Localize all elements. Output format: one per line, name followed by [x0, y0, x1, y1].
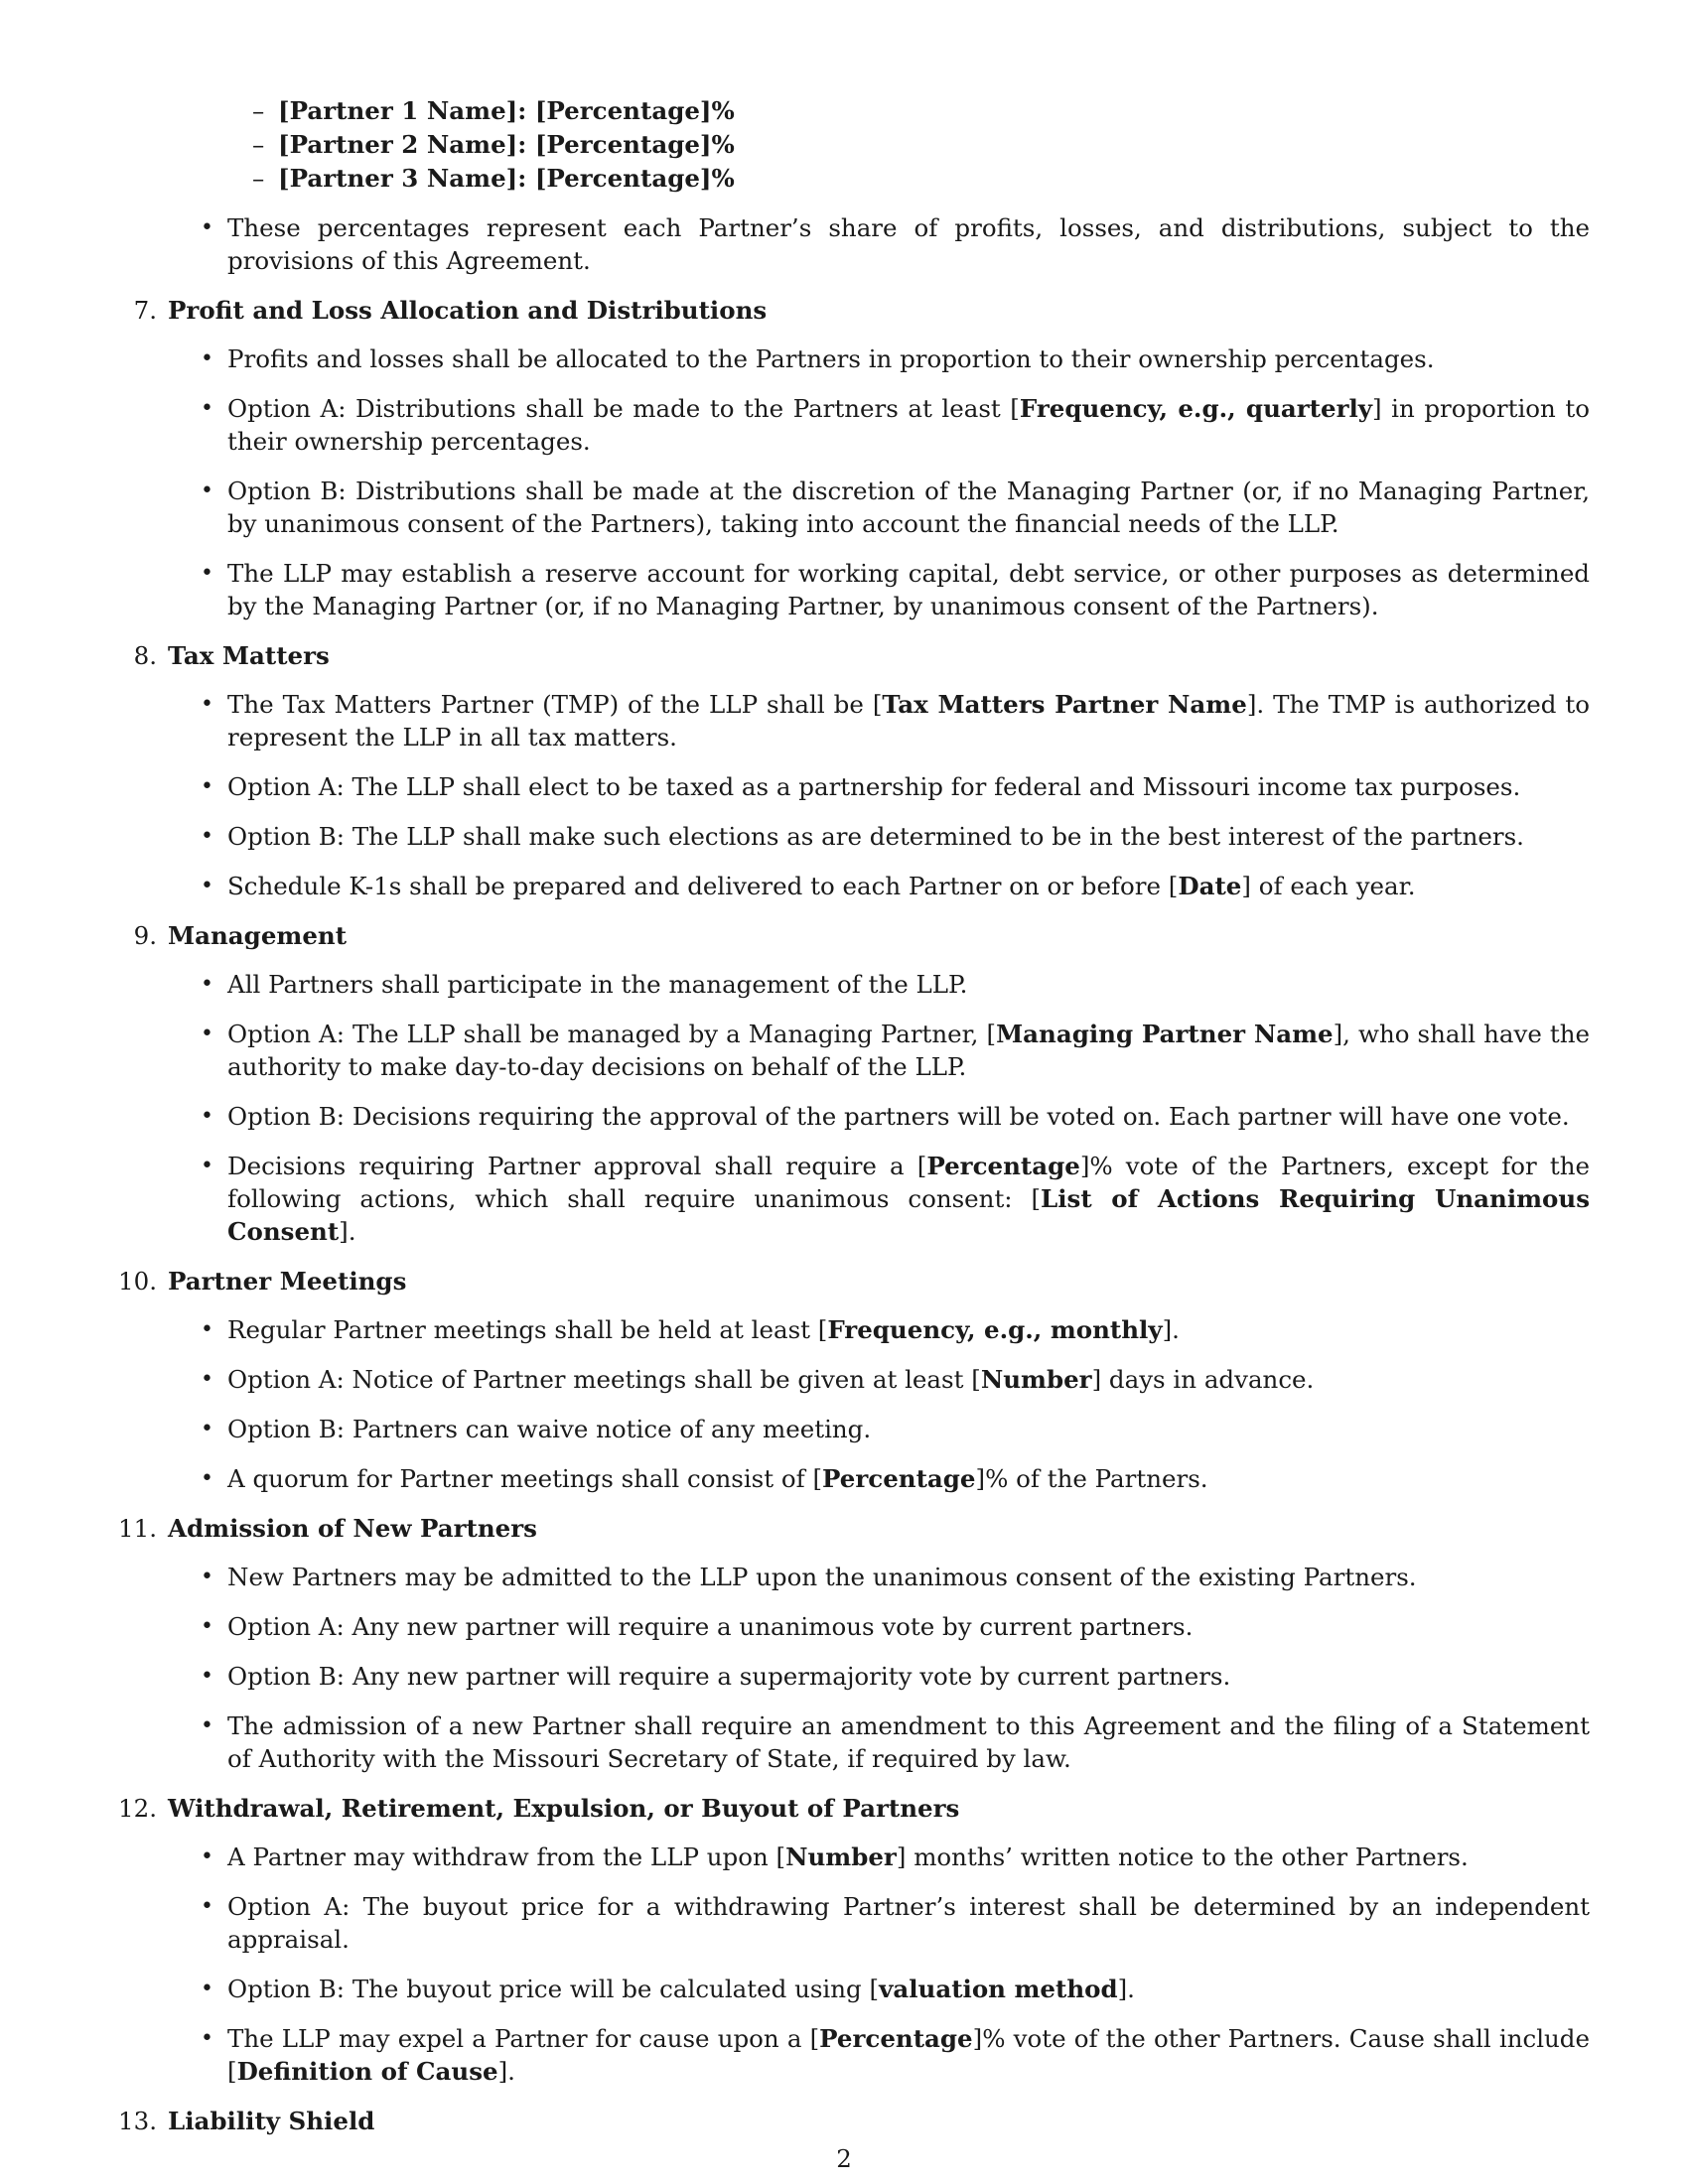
list-item [201, 1709, 1590, 1775]
section-heading [133, 639, 1688, 672]
intro-bullets [0, 211, 1688, 277]
list-item [201, 475, 1590, 540]
bullet-text: ], who shall have the authority to make day-to-day decisions on behalf of the LLP. [227, 1020, 1591, 1081]
section-heading [118, 1265, 1688, 1297]
list-item [201, 392, 1590, 458]
bullet-icon: • [201, 774, 213, 799]
bullet-text: New Partners may be admitted to the LLP upon the unanimous consent of the existing Partners. [227, 1563, 1417, 1591]
list-item [201, 1561, 1590, 1593]
bullet-text: ]. The TMP is authorized to represent the LLP in all tax matters. [227, 690, 1591, 751]
list-item [201, 1890, 1590, 1956]
placeholder-field: Number [980, 1365, 1092, 1394]
bullet-text: ]. [497, 2057, 515, 2086]
partner-percentage: [Percentage]% [534, 164, 735, 193]
list-item [201, 1973, 1590, 2005]
bullet-text: ]. [339, 1217, 356, 1246]
bullet-text: Option B: Decisions requiring the approval of the partners will be voted on. Each partner will have one vote. [227, 1102, 1570, 1131]
partner-name: [Partner 3 Name] [278, 164, 518, 193]
placeholder-field: Frequency, e.g., quarterly [1019, 394, 1373, 423]
bullet-icon: • [201, 1565, 213, 1589]
partner-name: [Partner 1 Name] [278, 96, 518, 125]
section-title: Liability Shield [168, 2107, 375, 2135]
list-item [201, 968, 1590, 1001]
bullet-icon: • [201, 972, 213, 997]
bullet-icon: • [201, 692, 213, 717]
partner-percentage: [Percentage]% [534, 96, 735, 125]
bullet-icon: • [201, 1022, 213, 1046]
placeholder-field: Managing Partner Name [996, 1020, 1334, 1048]
list-item [201, 1363, 1590, 1396]
bullet-text: A quorum for Partner meetings shall consist of [ [227, 1464, 823, 1493]
bullet-text: Option B: Distributions shall be made at the discretion of the Managing Partner (or, if no Managing Partner, by unanimous consent of the Partners), taking into account the financial needs of the LLP. [227, 477, 1590, 538]
bullet-icon: • [201, 1844, 213, 1869]
placeholder-field: Definition of Cause [236, 2057, 498, 2086]
placeholder-field: Tax Matters Partner Name [882, 690, 1247, 719]
section-bullets [0, 968, 1688, 1248]
placeholder-field: valuation method [879, 1975, 1118, 2003]
bullet-text: ]% of the Partners. [975, 1464, 1208, 1493]
bullet-icon: • [201, 1104, 213, 1129]
sections [0, 294, 1688, 2137]
bullet-text: ]. [1117, 1975, 1135, 2003]
document-body [0, 97, 1688, 2153]
section-title: Tax Matters [168, 641, 330, 670]
bullet-text: All Partners shall participate in the management of the LLP. [227, 970, 968, 999]
list-item [201, 1313, 1590, 1346]
list-item [201, 770, 1590, 803]
partner-percentage: [Percentage]% [534, 130, 735, 159]
list-item [201, 1150, 1591, 1248]
bullet-text: Option B: Any new partner will require a supermajority vote by current partners. [227, 1662, 1231, 1691]
list-item [201, 342, 1590, 375]
list-item [201, 688, 1591, 753]
section-number: 12. [118, 1794, 157, 1823]
bullet-text: Option A: The buyout price for a withdrawing Partner’s interest shall be determined by an independent appraisal. [227, 1892, 1590, 1954]
section-bullets [0, 1561, 1688, 1775]
bullet-text: Decisions requiring Partner approval shall require a [ [227, 1152, 927, 1180]
bullet-icon: • [201, 346, 213, 371]
list-item [201, 1018, 1591, 1083]
bullet-icon: • [201, 1466, 213, 1491]
bullet-text: Option A: The LLP shall elect to be taxed as a partnership for federal and Missouri income tax purposes. [227, 772, 1521, 801]
section-title: Admission of New Partners [168, 1514, 537, 1543]
bullet-icon: • [201, 874, 213, 898]
bullet-text: ] of each year. [1241, 872, 1416, 900]
list-item: – [Partner 2 Name]: [Percentage]% [252, 130, 735, 159]
section-number: 10. [118, 1267, 157, 1296]
section-title: Partner Meetings [168, 1267, 407, 1296]
bullet-icon: • [201, 2026, 213, 2051]
section-number: 7. [133, 296, 157, 325]
list-item [201, 1462, 1590, 1495]
page-number: 2 [836, 2144, 852, 2173]
section-heading [133, 294, 1688, 327]
bullet-icon: • [201, 215, 213, 240]
placeholder-field: Percentage [819, 2024, 973, 2053]
section-number: 13. [118, 2107, 157, 2135]
bullet-icon: • [201, 1894, 213, 1919]
bullet-icon: • [201, 561, 213, 586]
bullet-icon: • [201, 478, 213, 503]
bullet-text: Profits and losses shall be allocated to the Partners in proportion to their ownership percentages. [227, 344, 1435, 373]
bullet-text: ]. [1162, 1315, 1180, 1344]
partner-name: [Partner 2 Name] [278, 130, 518, 159]
bullet-icon: • [201, 1664, 213, 1689]
list-item [201, 211, 1590, 277]
section-number: 8. [133, 641, 157, 670]
section-heading [133, 919, 1688, 952]
partner-ownership-list [0, 97, 1688, 199]
bullet-icon: • [201, 1977, 213, 2001]
placeholder-field: Frequency, e.g., monthly [827, 1315, 1163, 1344]
bullet-icon: • [201, 1317, 213, 1342]
bullet-icon: • [201, 396, 213, 421]
bullet-text: These percentages represent each Partner’s share of profits, losses, and distributions, subject to the provisions of this Agreement. [227, 213, 1590, 275]
bullet-text: ]% vote of the other Partners. Cause shall include [ [227, 2024, 1590, 2086]
list-item [201, 870, 1590, 902]
section-bullets [0, 342, 1688, 622]
bullet-text: Option B: The buyout price will be calculated using [ [227, 1975, 880, 2003]
bullet-text: Option A: The LLP shall be managed by a Managing Partner, [ [227, 1020, 997, 1048]
bullet-text: Option B: The LLP shall make such elections as are determined to be in the best interest of the partners. [227, 822, 1524, 851]
placeholder-field: List of Actions Requiring Unanimous Consent [227, 1184, 1591, 1246]
bullet-text: A Partner may withdraw from the LLP upon [ [227, 1843, 786, 1871]
bullet-text: Option A: Notice of Partner meetings shall be given at least [ [227, 1365, 981, 1394]
list-item [201, 1100, 1590, 1133]
bullet-icon: • [201, 1367, 213, 1392]
bullet-icon: • [201, 1713, 213, 1738]
bullet-text: Option B: Partners can waive notice of any meeting. [227, 1415, 872, 1443]
list-item [201, 1413, 1590, 1445]
bullet-icon: • [201, 824, 213, 849]
section-title: Profit and Loss Allocation and Distributions [168, 296, 768, 325]
section-number: 9. [133, 921, 157, 950]
bullet-icon: • [201, 1417, 213, 1441]
placeholder-field: Percentage [822, 1464, 976, 1493]
list-item [201, 1660, 1590, 1693]
bullet-text: ] in proportion to their ownership percentages. [227, 394, 1590, 456]
bullet-text: ] days in advance. [1091, 1365, 1315, 1394]
list-item [201, 2022, 1590, 2088]
section-title: Management [168, 921, 348, 950]
section-number: 11. [118, 1514, 157, 1543]
list-item: – [Partner 3 Name]: [Percentage]% [252, 164, 735, 193]
bullet-text: Option A: Any new partner will require a unanimous vote by current partners. [227, 1612, 1194, 1641]
section-title: Withdrawal, Retirement, Expulsion, or Buyout of Partners [168, 1794, 960, 1823]
bullet-text: Schedule K-1s shall be prepared and delivered to each Partner on or before [ [227, 872, 1179, 900]
placeholder-field: Date [1178, 872, 1242, 900]
section-heading [118, 1512, 1688, 1545]
placeholder-field: Number [785, 1843, 897, 1871]
bullet-text: ]% vote of the Partners, except for the following actions, which shall require unanimous consent: [ [227, 1152, 1590, 1213]
list-item [201, 557, 1590, 622]
section-heading [118, 2105, 1688, 2137]
bullet-text: The Tax Matters Partner (TMP) of the LLP shall be [ [227, 690, 883, 719]
bullet-icon: • [201, 1154, 213, 1178]
list-item [201, 820, 1590, 853]
section-heading [118, 1792, 1688, 1825]
list-item: – [Partner 1 Name]: [Percentage]% [252, 96, 735, 125]
bullet-text: ] months’ written notice to the other Partners. [896, 1843, 1469, 1871]
section-bullets [0, 688, 1688, 902]
list-item [201, 1841, 1590, 1873]
bullet-text: Regular Partner meetings shall be held at least [ [227, 1315, 828, 1344]
bullet-text: The LLP may establish a reserve account for working capital, debt service, or other purposes as determined by the Managing Partner (or, if no Managing Partner, by unanimous consent of the Partners). [227, 559, 1590, 620]
bullet-text: The admission of a new Partner shall require an amendment to this Agreement and the filing of a Statement of Authority with the Missouri Secretary of State, if required by law. [227, 1711, 1590, 1773]
section-bullets [0, 1841, 1688, 2088]
placeholder-field: Percentage [926, 1152, 1080, 1180]
list-item [201, 1610, 1590, 1643]
bullet-icon: • [201, 1614, 213, 1639]
bullet-text: The LLP may expel a Partner for cause upon a [ [227, 2024, 820, 2053]
bullet-text: Option A: Distributions shall be made to the Partners at least [ [227, 394, 1020, 423]
section-bullets [0, 1313, 1688, 1495]
